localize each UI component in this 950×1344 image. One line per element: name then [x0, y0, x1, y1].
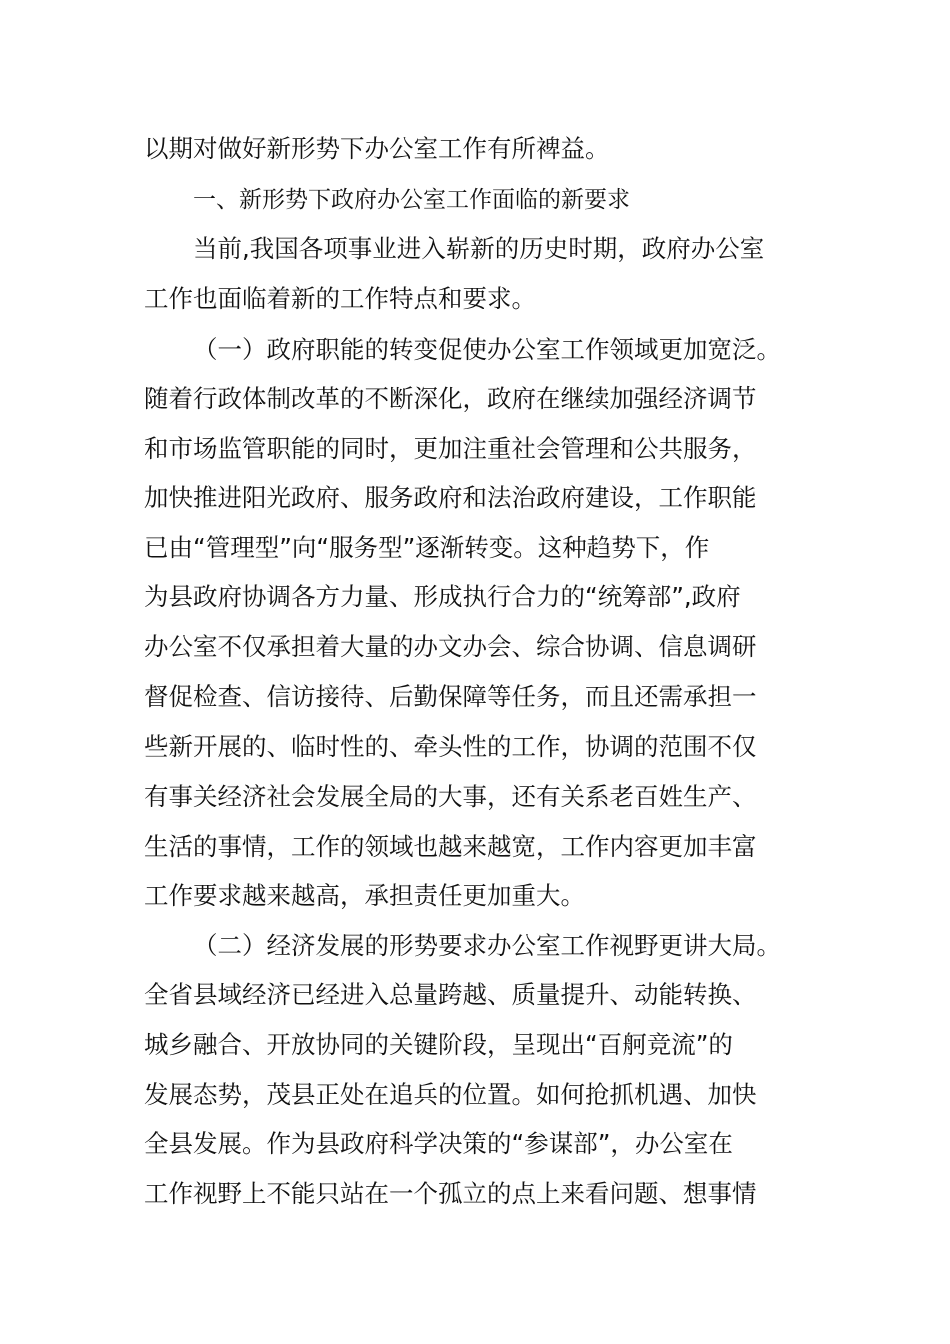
paragraph-line: 些新开展的、临时性的、牵头性的工作，协调的范围不仅 — [144, 732, 757, 761]
paragraph-line: 工作也面临着新的工作特点和要求。 — [144, 284, 536, 313]
paragraph-line: 生活的事情，工作的领域也越来越宽，工作内容更加丰富 — [144, 832, 757, 861]
paragraph-line: 以期对做好新形势下办公室工作有所裨益。 — [144, 134, 610, 163]
paragraph-line: 全县发展。作为县政府科学决策的“参谋部”，办公室在 — [144, 1129, 733, 1158]
paragraph-line: 当前,我国各项事业进入崭新的历史时期，政府办公室 — [193, 234, 765, 263]
paragraph-line: 有事关经济社会发展全局的大事，还有关系老百姓生产、 — [144, 782, 757, 811]
section-heading: 一、新形势下政府办公室工作面临的新要求 — [193, 187, 630, 213]
paragraph-line: 加快推进阳光政府、服务政府和法治政府建设，工作职能 — [144, 483, 757, 512]
paragraph-line: 发展态势，茂县正处在追兵的位置。如何抢抓机遇、加快 — [144, 1080, 757, 1109]
paragraph-line: 为县政府协调各方力量、形成执行合力的“统筹部”,政府 — [144, 582, 741, 611]
paragraph-line: 随着行政体制改革的不断深化，政府在继续加强经济调节 — [144, 384, 757, 413]
paragraph-line: 全省县域经济已经进入总量跨越、质量提升、动能转换、 — [144, 980, 757, 1009]
paragraph-line: 办公室不仅承担着大量的办文办会、综合协调、信息调研 — [144, 632, 757, 661]
paragraph-line: 城乡融合、开放协同的关键阶段，呈现出“百舸竞流”的 — [144, 1030, 733, 1059]
paragraph-line: 和市场监管职能的同时，更加注重社会管理和公共服务， — [144, 434, 757, 463]
subsection-heading: （一）政府职能的转变促使办公室工作领域更加宽泛。 — [193, 335, 781, 364]
paragraph-line: 已由“管理型”向“服务型”逐渐转变。这种趋势下，作 — [144, 533, 710, 562]
paragraph-line: 工作视野上不能只站在一个孤立的点上来看问题、想事情 — [144, 1179, 757, 1208]
subsection-heading: （二）经济发展的形势要求办公室工作视野更讲大局。 — [193, 931, 781, 960]
paragraph-line: 督促检查、信访接待、后勤保障等任务，而且还需承担一 — [144, 682, 757, 711]
paragraph-line: 工作要求越来越高，承担责任更加重大。 — [144, 881, 585, 910]
